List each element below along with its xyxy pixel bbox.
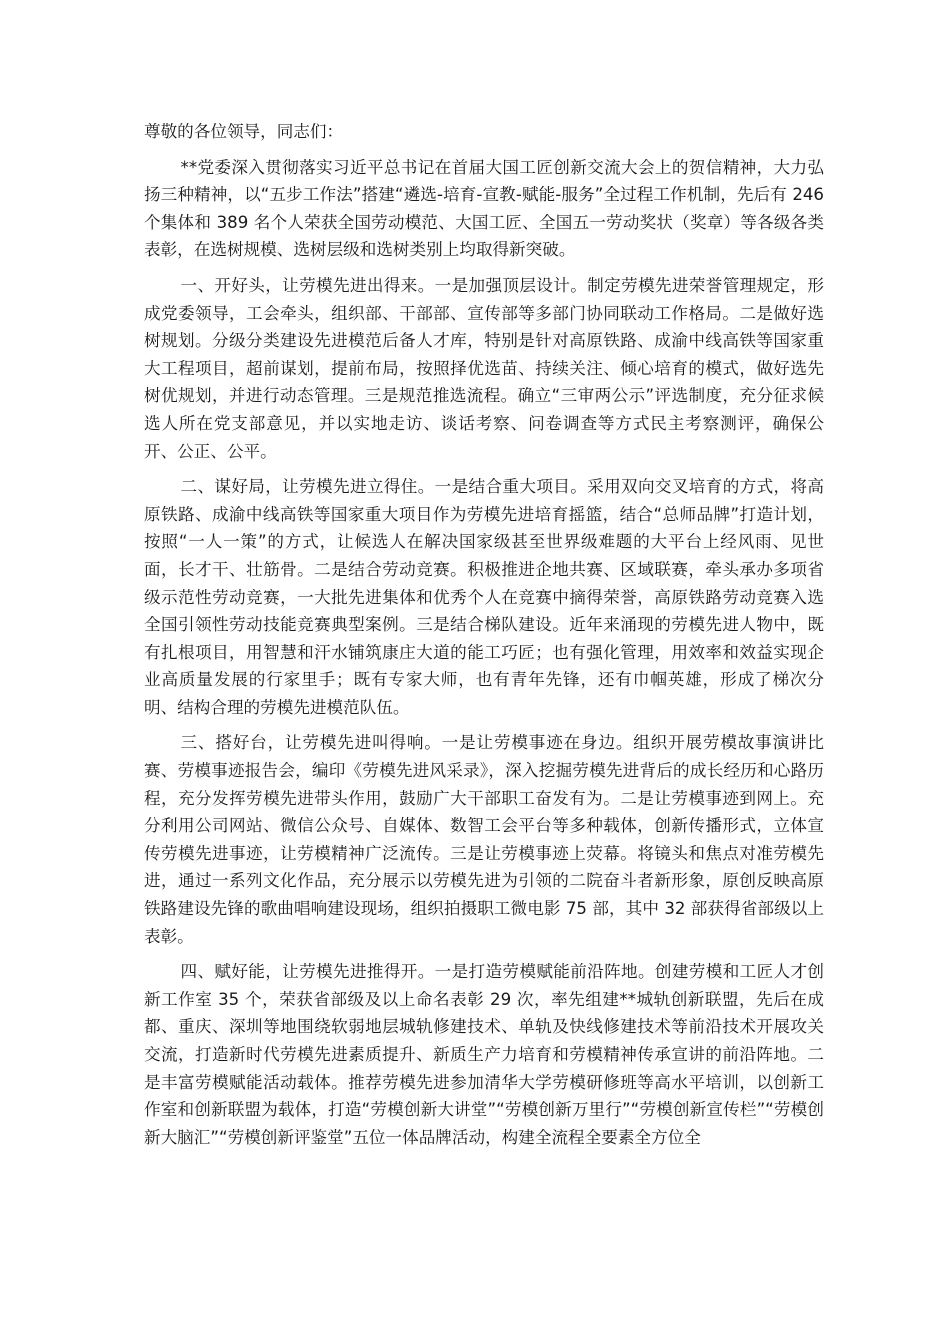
paragraph-section-3: 三、搭好台，让劳模先进叫得响。一是让劳模事迹在身边。组织开展劳模故事演讲比赛、劳模事迹报告会，编印《劳模先进风采录》，深入挖掘劳模先进背后的成长经历和心路历程，充分发挥劳模先进带头作用，鼓励广大干部职工奋发有为。二是让劳模事迹到网上。充分利用公司网站、微信公众号、自媒体、数智工会平台等多种载体，创新传播形式，立体宣传劳模先进事迹，让劳模精神广泛流传。三是让劳模事迹上荧幕。将镜头和焦点对准劳模先进，通过一系列文化作品，充分展示以劳模先进为引领的二院奋斗者新形象，原创反映高原铁路建设先锋的歌曲唱响建设现场，组织拍摄职工微电影 75 部，其中 32 部获得省部级以上表彰。 — [144, 733, 824, 946]
paragraph-section-4: 四、赋好能，让劳模先进推得开。一是打造劳模赋能前沿阵地。创建劳模和工匠人才创新工作室 35 个，荣获省部级及以上命名表彰 29 次，率先组建**城轨创新联盟，先后在成都、重庆、深圳等地围绕软弱地层城轨修建技术、单轨及快线修建技术等前沿技术开展攻关交流，打造新时代劳模先进素质提升、新质生产力培育和劳模精神传承宣讲的前沿阵地。二是丰富劳模赋能活动载体。推荐劳模先进参加清华大学劳模研修班等高水平培训，以创新工作室和创新联盟为载体，打造“劳模创新大讲堂”“劳模创新万里行”“劳模创新宣传栏”“劳模创新大脑汇”“劳模创新评鉴堂”五位一体品牌活动，构建全流程全要素全方位全 — [144, 962, 824, 1147]
document-page — [144, 118, 824, 1159]
paragraph-intro: **党委深入贯彻落实习近平总书记在首届大国工匠创新交流大会上的贺信精神，大力弘扬三种精神，以“五步工作法”搭建“遴选-培育-宣教-赋能-服务”全过程工作机制，先后有 246 个集体和 389 名个人荣获全国劳动模范、大国工匠、全国五一劳动奖状（奖章）等各级各类表彰，在选树规模、选树层级和选树类别上均取得新突破。 — [144, 157, 824, 260]
paragraph-section-2: 二、谋好局，让劳模先进立得住。一是结合重大项目。采用双向交叉培育的方式，将高原铁路、成渝中线高铁等国家重大项目作为劳模先进培育摇篮，结合“总师品牌”打造计划，按照“一人一策”的方式，让候选人在解决国家级甚至世界级难题的大平台上经风雨、见世面，长才干、壮筋骨。二是结合劳动竞赛。积极推进企地共赛、区域联赛，牵头承办多项省级示范性劳动竞赛，一大批先进集体和优秀个人在竞赛中摘得荣誉，高原铁路劳动竞赛入选全国引领性劳动技能竞赛典型案例。三是结合梯队建设。近年来涌现的劳模先进人物中，既有扎根项目，用智慧和汗水铺筑康庄大道的能工巧匠；也有强化管理，用效率和效益实现企业高质量发展的行家里手；既有专家大师，也有青年先锋，还有巾帼英雄，形成了梯次分明、结构合理的劳模先进模范队伍。 — [144, 477, 824, 717]
salutation: 尊敬的各位领导，同志们： — [144, 122, 344, 141]
paragraph-section-1: 一、开好头，让劳模先进出得来。一是加强顶层设计。制定劳模先进荣誉管理规定，形成党委领导，工会牵头，组织部、干部部、宣传部等多部门协同联动工作格局。二是做好选树规划。分级分类建设先进模范后备人才库，特别是针对高原铁路、成渝中线高铁等国家重大工程项目，超前谋划，提前布局，按照择优选苗、持续关注、倾心培育的模式，做好选先树优规划，并进行动态管理。三是规范推选流程。确立“三审两公示”评选制度，充分征求候选人所在党支部意见，并以实地走访、谈话考察、问卷调查等方式民主考察测评，确保公开、公正、公平。 — [144, 275, 824, 461]
